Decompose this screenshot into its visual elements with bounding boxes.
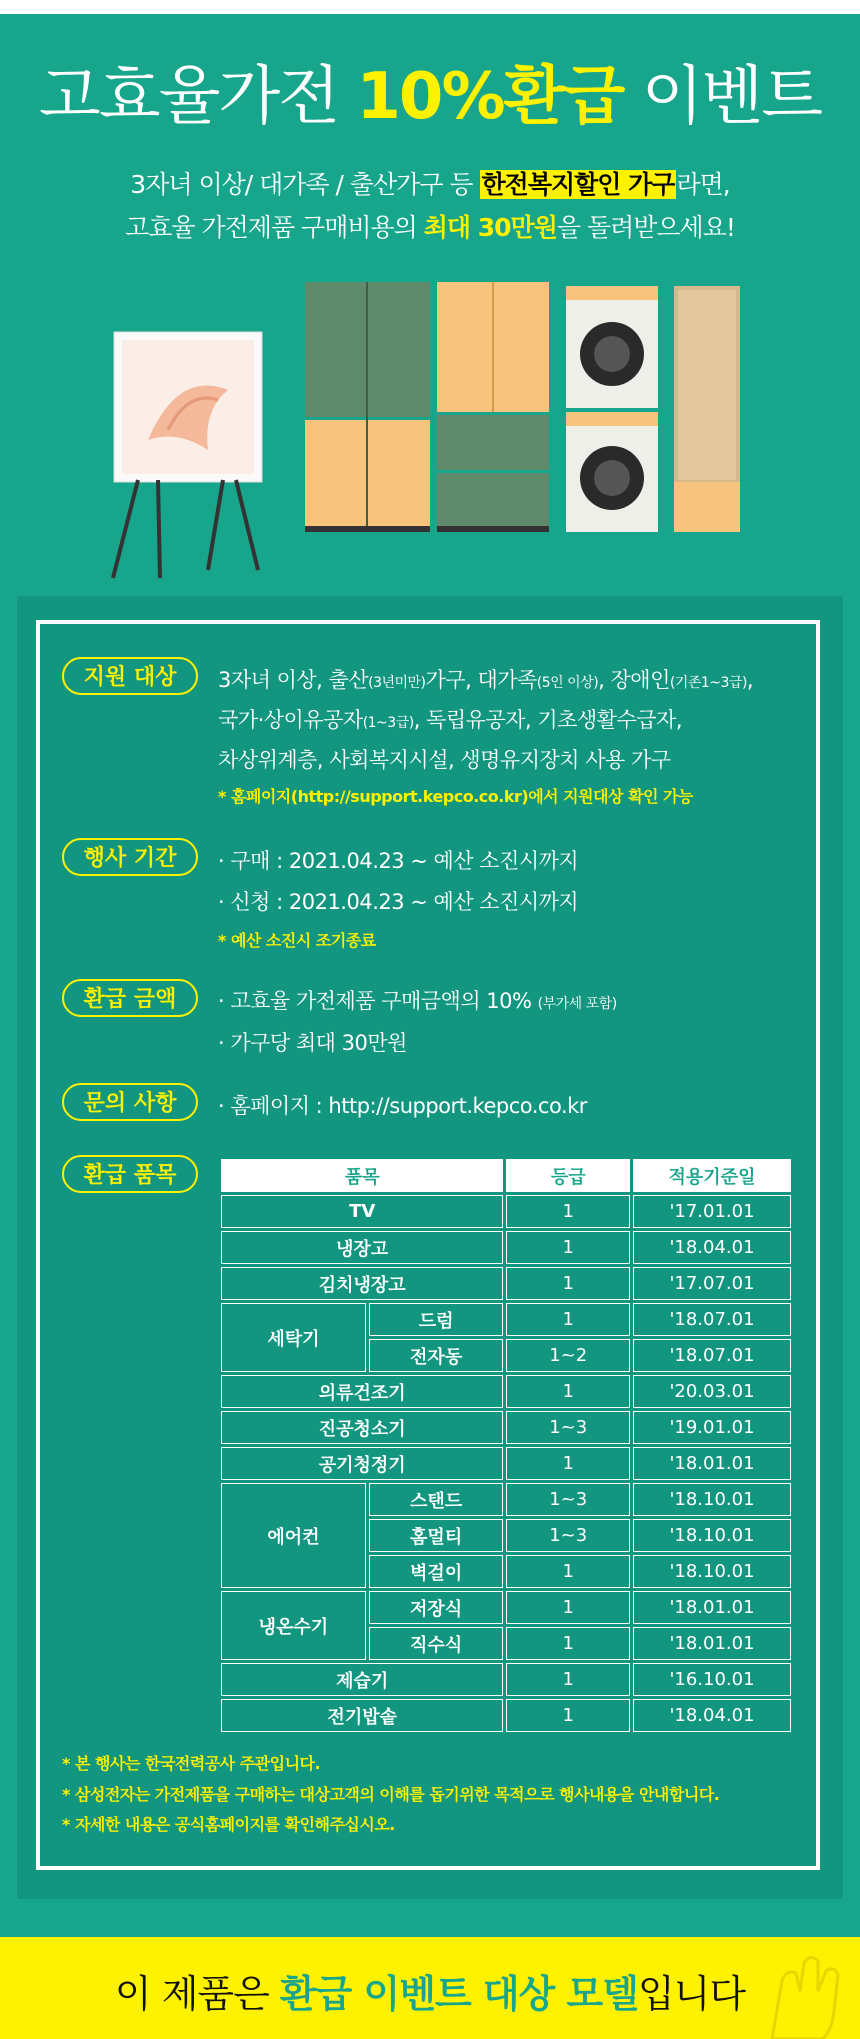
- subtitle-line-1: 3자녀 이상/ 대가족 / 출산가구 등 한전복지할인 가구라면,: [130, 170, 730, 199]
- table-row: 홈멀티 1~3 '18.10.01: [221, 1519, 791, 1552]
- banner-highlight: 환급 이벤트 대상 모델: [279, 1972, 638, 2016]
- table-row: 직수식 1 '18.01.01: [221, 1627, 791, 1660]
- table-row: 벽걸이 1 '18.10.01: [221, 1555, 791, 1588]
- footnote-2: * 삼성전자는 가전제품을 구매하는 대상고객의 이해를 돕기위한 목적으로 행사내용을 안내합니다.: [62, 1785, 720, 1804]
- subtitle-mark: 한전복지할인 가구: [481, 170, 675, 199]
- target-line-2: 국가·상이유공자(1~3급), 독립유공자, 기초생활수급자,: [218, 708, 682, 732]
- table-row: TV 1 '17.01.01: [221, 1195, 791, 1228]
- footnote-3: * 자세한 내용은 공식홈페이지를 확인해주십시오.: [62, 1815, 395, 1834]
- table-row: 공기청정기 1 '18.01.01: [221, 1447, 791, 1480]
- table-row: 김치냉장고 1 '17.07.01: [221, 1267, 791, 1300]
- label-contact: 문의 사항: [62, 1083, 198, 1121]
- footnote-1: * 본 행사는 한국전력공사 주관입니다.: [62, 1754, 321, 1773]
- target-line-3: 차상위계층, 사회복지시설, 생명유지장치 사용 가구: [218, 748, 671, 772]
- table-row: 제습기 1 '16.10.01: [221, 1663, 791, 1696]
- target-note: * 홈페이지(http://support.kepco.co.kr)에서 지원대상 확인 가능: [218, 787, 693, 806]
- washer-dryer-image: [566, 286, 658, 536]
- header-date: 적용기준일: [633, 1159, 791, 1192]
- hand-icon: [752, 1951, 852, 2039]
- top-bar: [0, 0, 860, 14]
- refund-items-table: [218, 1156, 794, 1735]
- table-row: 에어컨 스탠드 1~3 '18.10.01: [221, 1483, 791, 1516]
- table-row: 냉온수기 저장식 1 '18.01.01: [221, 1591, 791, 1624]
- model-banner: [0, 1937, 860, 2039]
- amount-line-2: · 가구당 최대 30만원: [218, 1031, 407, 1055]
- label-amount: 환급 금액: [62, 979, 198, 1017]
- header-grade: 등급: [506, 1159, 630, 1192]
- title-highlight: 10%환급: [356, 60, 624, 134]
- air-dresser-image: [674, 286, 740, 536]
- label-items: 환급 품목: [62, 1155, 198, 1193]
- contact-line: · 홈페이지 : http://support.kepco.co.kr: [218, 1094, 587, 1118]
- table-row: 냉장고 1 '18.04.01: [221, 1231, 791, 1264]
- event-title: 고효율가전 10%환급 이벤트: [38, 60, 822, 134]
- table-row: 세탁기 드럼 1 '18.07.01: [221, 1303, 791, 1336]
- table-row: 진공청소기 1~3 '19.01.01: [221, 1411, 791, 1444]
- period-note: * 예산 소진시 조기종료: [218, 931, 376, 950]
- label-target: 지원 대상: [62, 657, 198, 695]
- table-row: 전기밥솥 1 '18.04.01: [221, 1699, 791, 1732]
- subtitle-highlight: 최대 30만원: [423, 213, 557, 242]
- target-line-1: 3자녀 이상, 출산(3년미만)가구, 대가족(5인 이상), 장애인(기존1~3급),: [218, 668, 754, 692]
- period-line-2: · 신청 : 2021.04.23 ~ 예산 소진시까지: [218, 890, 579, 914]
- subtitle-line-2: 고효율 가전제품 구매비용의 최대 30만원을 돌려받으세요!: [125, 213, 735, 242]
- header-item: 품목: [221, 1159, 503, 1192]
- table-row: 의류건조기 1 '20.03.01: [221, 1375, 791, 1408]
- table-header-row: [221, 1159, 791, 1192]
- kimchi-fridge-image: [437, 282, 549, 532]
- amount-line-1: · 고효율 가전제품 구매금액의 10% (부가세 포함): [218, 989, 617, 1013]
- table-row: 전자동 1~2 '18.07.01: [221, 1339, 791, 1372]
- period-line-1: · 구매 : 2021.04.23 ~ 예산 소진시까지: [218, 849, 579, 873]
- tv-product-image: [108, 330, 268, 580]
- label-period: 행사 기간: [62, 838, 198, 876]
- fridge-green-image: [305, 282, 430, 532]
- banner-text: 이 제품은 환급 이벤트 대상 모델입니다: [114, 1972, 746, 2016]
